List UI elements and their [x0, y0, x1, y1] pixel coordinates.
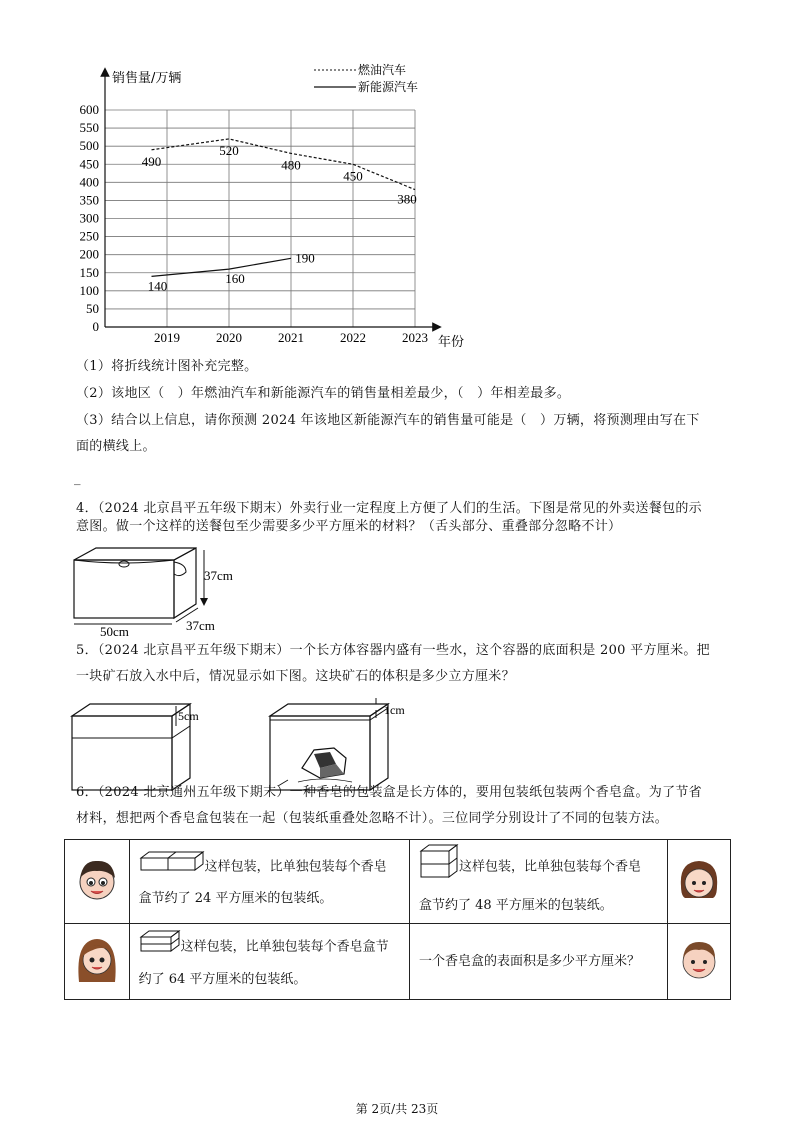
x-tick-label: 2021 [278, 330, 304, 345]
gap-before-label: 5cm [178, 709, 199, 723]
gap-after-label: 1cm [384, 703, 405, 717]
data-label: 190 [295, 250, 315, 266]
option2-text-a: 这样包装，比单独包装每个香皂 [459, 859, 642, 874]
data-label: 490 [141, 153, 162, 169]
answer-blank-line: _ [74, 471, 81, 486]
data-label: 520 [219, 142, 239, 158]
option2-text-b: 盒节约了 48 平方厘米的包装纸。 [419, 897, 613, 913]
q3-part2: （2）该地区（ ）年燃油汽车和新能源汽车的销售量相差最少，（ ）年相差最多。 [76, 386, 571, 401]
container-before [72, 704, 199, 790]
q3-part1: （1）将折线统计图补充完整。 [76, 359, 258, 374]
q6-question-text: 一个香皂盒的表面积是多少平方厘米？ [419, 953, 641, 969]
chart-grid [105, 110, 415, 327]
y-axis-label: 销售量/万辆 [112, 71, 182, 86]
y-tick-label: 150 [79, 264, 99, 280]
y-tick-label: 350 [79, 192, 99, 208]
x-tick-label: 2023 [402, 330, 428, 345]
option1-text-a: 这样包装，比单独包装每个香皂 [204, 859, 387, 874]
q3-part3-line1: （3）结合以上信息，请你预测 2024 年该地区新能源汽车的销售量可能是（ ）万辆，将预测理由写在下 [76, 413, 700, 428]
data-label: 480 [281, 157, 301, 173]
avatar-cell-boy1 [65, 840, 130, 924]
y-tick-label: 250 [79, 228, 99, 244]
boy-avatar-icon [75, 856, 119, 904]
packaging-options-table [64, 839, 731, 1000]
chart-legend [314, 62, 418, 94]
girl-long-hair-avatar-icon [75, 934, 119, 986]
q5-text-line2: 一块矿石放入水中后，情况显示如下图。这块矿石的体积是多少立方厘米？ [76, 669, 515, 684]
series-line-ev [152, 258, 292, 276]
y-tick-labels [80, 102, 100, 334]
data-label: 140 [147, 278, 168, 294]
container-after [270, 698, 405, 790]
x-tick-label: 2019 [154, 330, 180, 345]
option3-cell [129, 924, 409, 1000]
q6-text-line1: 6．（2024 北京通州五年级下期末）一种香皂的包装盒是长方体的，要用包装纸包装两个香皂盒。为了节省 [76, 785, 702, 800]
option1-text-b: 盒节约了 24 平方厘米的包装纸。 [138, 890, 333, 906]
legend-label-ev: 新能源汽车 [358, 80, 419, 94]
y-tick-label: 400 [79, 174, 99, 190]
data-label: 450 [343, 168, 363, 184]
y-tick-label: 500 [79, 138, 99, 154]
q5-text-line1: 5．（2024 北京昌平五年级下期末）一个长方体容器内盛有一些水，这个容器的底面积是 200 平方厘米。把 [76, 643, 710, 658]
page-footer: 第 2页/共 23页 [355, 1102, 439, 1116]
dim-width-label: 37cm [186, 618, 215, 633]
option1-cell [129, 840, 409, 924]
question-cell [410, 924, 668, 1000]
y-tick-label: 50 [86, 300, 99, 316]
girl-avatar-icon [677, 856, 721, 904]
delivery-bag-figure [68, 544, 258, 636]
option2-cell [410, 840, 668, 924]
y-tick-label: 550 [79, 120, 99, 136]
y-tick-label: 450 [79, 156, 99, 172]
option3-text-b: 约了 64 平方厘米的包装纸。 [138, 971, 307, 987]
x-tick-labels [154, 330, 428, 345]
q3-part3-line2: 面的横线上。 [76, 439, 156, 454]
y-tick-label: 100 [79, 282, 99, 298]
q4-text-line1: 4．（2024 北京昌平五年级下期末）外卖行业一定程度上方便了人们的生活。下图是常见的外卖送餐包的示 [76, 501, 702, 516]
x-tick-label: 2022 [340, 330, 366, 345]
y-tick-label: 0 [92, 319, 99, 334]
data-label: 160 [225, 271, 245, 287]
y-tick-label: 600 [79, 102, 99, 117]
y-tick-label: 200 [79, 246, 99, 262]
sales-line-chart [60, 60, 480, 360]
two-boxes-stacked-icon [419, 843, 459, 879]
y-tick-label: 300 [79, 210, 99, 226]
q4-text-line2: 意图。做一个这样的送餐包至少需要多少平方厘米的材料？（舌头部分、重叠部分忽略不计） [76, 519, 622, 534]
avatar-cell-girl2 [65, 924, 130, 1000]
q6-text-line2: 材料，想把两个香皂盒包装在一起（包装纸重叠处忽略不计）。三位同学分别设计了不同的包装方法。 [76, 811, 669, 826]
dim-length-label: 50cm [100, 624, 129, 636]
boy2-avatar-icon [677, 936, 721, 984]
avatar-cell-girl1 [668, 840, 731, 924]
legend-label-fuel: 燃油汽车 [358, 63, 407, 77]
avatar-cell-boy2 [668, 924, 731, 1000]
x-axis-label: 年份 [438, 335, 465, 350]
two-boxes-side-by-side-icon [139, 850, 205, 872]
data-label: 380 [397, 191, 417, 207]
two-boxes-flat-stacked-icon [139, 929, 181, 953]
option3-text-a: 这样包装，比单独包装每个香皂盒节 [180, 939, 389, 954]
dim-height-label: 37cm [204, 568, 233, 583]
x-tick-label: 2020 [216, 330, 242, 345]
